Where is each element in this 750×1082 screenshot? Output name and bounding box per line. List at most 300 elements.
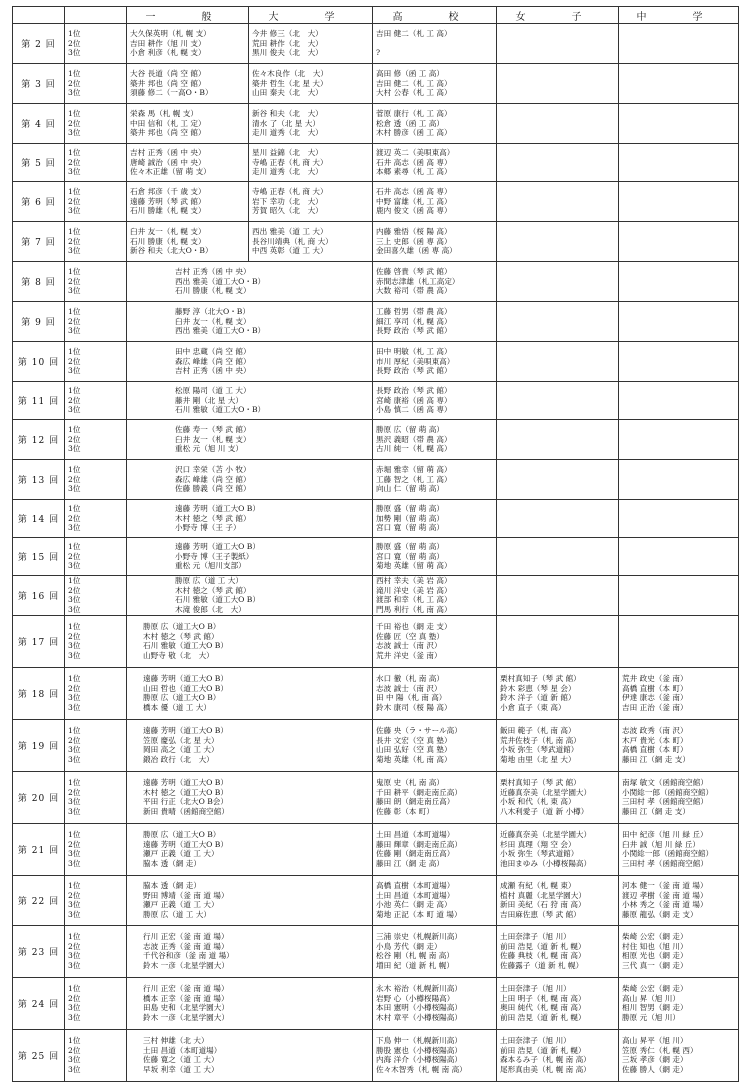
high-entry: 藤田 輝章（網走南丘高） [376, 839, 462, 849]
high-entry: 山田 弘好（空 真 塾） [376, 745, 452, 755]
high-school-cell [373, 460, 497, 500]
results-sheet [12, 6, 738, 1074]
round-label: 第 22 回 [13, 875, 65, 925]
women-cell [497, 24, 619, 64]
general-entry: 石川 雅敏（道工大O・B） [175, 405, 266, 415]
women-entry: 前田 浩見（道 新 札 幌） [500, 1012, 586, 1022]
high-entry: 志波 誠士（南 沢） [376, 683, 442, 693]
junior-entry: 相川 智男（網 走） [622, 1003, 688, 1013]
high-entry: 加勢 剛（留 萌 高） [376, 513, 444, 523]
university-entry: 走川 道秀（北 大） [252, 128, 323, 138]
table-row [13, 500, 739, 538]
rank-label: 1位 [68, 673, 81, 683]
rank-labels [65, 104, 127, 144]
round-label: 第 8 回 [13, 262, 65, 302]
high-entry: 古川 純一（札 幌 高） [376, 444, 452, 454]
junior-entry: 佐藤 勝人（網 走） [622, 1064, 688, 1074]
high-entry: 鈴木 康司（桜 陽 高） [376, 702, 452, 712]
high-entry: ? [376, 48, 381, 58]
rank-label: 1位 [68, 147, 81, 157]
round-label: 第 17 回 [13, 615, 65, 667]
high-school-cell [373, 538, 497, 576]
table-row [13, 823, 739, 875]
rank-label: 3位 [68, 326, 81, 336]
general-university-cell [127, 342, 373, 382]
high-entry: 佐々木智秀（札 幌 南 高） [376, 1064, 467, 1074]
rank-label: 2位 [68, 631, 81, 641]
general-entry: 臼井 友一（札 幌 支） [175, 434, 251, 444]
rank-label: 3位 [68, 754, 81, 764]
women-cell [497, 64, 619, 104]
high-entry: 大村 公春（札 工 高） [376, 88, 452, 98]
junior-high-cell [619, 925, 739, 977]
rank-label: 3位 [68, 366, 81, 376]
general-entry: 重松 元（旭川支部） [175, 561, 246, 571]
women-cell [497, 977, 619, 1029]
rank-label: 2位 [68, 395, 81, 405]
general-entry: 森広 峰雄（尚 空 館） [175, 474, 251, 484]
table-row [13, 538, 739, 576]
high-entry: 田中 明敏（札 工 高） [376, 346, 452, 356]
general-entry: 新田 貴晴（函館商空館） [143, 806, 229, 816]
high-school-cell [373, 576, 497, 616]
rank-label: 2位 [68, 551, 81, 561]
general-entry: 田島 史和（北星学園大） [143, 1003, 229, 1013]
rank-labels [65, 875, 127, 925]
general-cell [127, 64, 249, 104]
high-entry: 高田 修（函 工 高） [376, 68, 444, 78]
general-entry: 木村 徳之（琴 武 館） [143, 631, 219, 641]
university-cell [249, 64, 373, 104]
general-entry: 遠藤 芳明（道工大O B） [143, 725, 228, 735]
high-entry: 石井 高志（函 高 専） [376, 186, 452, 196]
rank-label: 1位 [68, 385, 81, 395]
general-entry: 臼井 友一（札 幌 支） [130, 226, 206, 236]
header-general: 一 般 [127, 7, 249, 24]
round-label: 第 16 回 [13, 576, 65, 616]
header-women: 女 子 [497, 7, 619, 24]
junior-high-cell [619, 420, 739, 460]
general-university-cell [127, 719, 373, 771]
university-entry: 新谷 和夫（北 大） [252, 108, 323, 118]
junior-high-cell [619, 64, 739, 104]
general-entry: 遠藤 芳明（道工大O B） [175, 541, 260, 551]
rank-labels [65, 1029, 127, 1081]
header-round [13, 7, 65, 24]
high-entry: 市川 厚紀（美唄東高） [376, 356, 455, 366]
rank-label: 2位 [68, 276, 81, 286]
high-school-cell [373, 420, 497, 460]
women-entry: 近藤真奈美（北星学園大） [500, 829, 592, 839]
high-entry: 勝股 憲也（小樽桜陽高） [376, 1045, 462, 1055]
rank-label: 3位 [68, 595, 81, 605]
women-cell [497, 538, 619, 576]
high-school-cell [373, 64, 497, 104]
general-entry: 石川 雅敏（道工大O B） [175, 595, 260, 605]
rank-label: 2位 [68, 993, 81, 1003]
high-entry: 赤間志津雄（札工高定） [376, 276, 460, 286]
junior-high-cell [619, 222, 739, 262]
rank-labels [65, 925, 127, 977]
general-university-cell [127, 576, 373, 616]
high-school-cell [373, 342, 497, 382]
women-entry: 新田 美紀（石 狩 南 高） [500, 900, 586, 910]
rank-label: 2位 [68, 316, 81, 326]
rank-label: 2位 [68, 513, 81, 523]
general-entry: 山野寺 敬（北 大） [143, 650, 214, 660]
general-entry: 西出 雅美（道工大O・B） [175, 326, 266, 336]
general-entry: 鈴木 一彦（北星学園大） [143, 1012, 229, 1022]
junior-entry: 渡辺 孝樹（釜 南 道 場） [622, 890, 708, 900]
general-entry: 吉村 正秀（函 中 央） [175, 366, 251, 376]
women-cell [497, 771, 619, 823]
junior-entry: 村住 知也（旭 川） [622, 941, 688, 951]
university-entry: 山田 秦夫（北 大） [252, 88, 323, 98]
rank-label: 3位 [68, 951, 81, 961]
women-cell [497, 925, 619, 977]
junior-entry: 荒井 政史（釜 南） [622, 673, 688, 683]
high-entry: 菊地 英雄（留 萌 高） [376, 561, 452, 571]
round-label: 第 5 回 [13, 144, 65, 182]
general-entry: 松原 陽司（道 工 大） [175, 385, 251, 395]
rank-label: 2位 [68, 236, 81, 246]
general-entry: 小倉 利彦（札 幌 支） [130, 48, 206, 58]
general-entry: 野田 博靖（釜 南 道 場） [143, 890, 229, 900]
general-entry: 築井 邦也（尚 空 館） [130, 78, 206, 88]
general-entry: 三村 伸雄（北 大） [143, 1035, 209, 1045]
rank-label: 1位 [68, 28, 81, 38]
round-label: 第 25 回 [13, 1029, 65, 1081]
junior-high-cell [619, 24, 739, 64]
rank-labels [65, 64, 127, 104]
high-entry: 三上 史郎（函 専 高） [376, 236, 452, 246]
round-label: 第 9 回 [13, 302, 65, 342]
rank-label: 3位 [68, 1064, 81, 1074]
junior-entry: 河本 健一（釜 南 道 場） [622, 880, 708, 890]
high-entry: 本郷 素尋（札 工 高） [376, 167, 452, 177]
general-entry: 鍛冶 政行（北 大） [143, 754, 214, 764]
rank-label: 3位 [68, 702, 81, 712]
women-cell [497, 576, 619, 616]
rank-label: 3位 [68, 405, 81, 415]
rank-label: 1位 [68, 266, 81, 276]
women-entry: 奥田 純代（札 幌 南 高） [500, 1003, 586, 1013]
high-entry: 勝原 盛（留 萌 高） [376, 503, 444, 513]
rank-label: 1位 [68, 424, 81, 434]
high-school-cell [373, 144, 497, 182]
high-entry: 宮崎 康裕（函 高 専） [376, 395, 452, 405]
general-cell [127, 144, 249, 182]
rank-labels [65, 771, 127, 823]
table-row [13, 925, 739, 977]
high-entry: 細江 享司（札 幌 高） [376, 316, 452, 326]
high-entry: 千田 耕平（網走南丘高） [376, 787, 462, 797]
rank-label: 2位 [68, 683, 81, 693]
round-label: 第 24 回 [13, 977, 65, 1029]
rank-label: 3位 [68, 246, 81, 256]
junior-entry: 藤田 江（網 走 支） [622, 806, 690, 816]
table-row [13, 576, 739, 616]
round-label: 第 3 回 [13, 64, 65, 104]
high-entry: 三浦 崇史（札幌新川高） [376, 931, 462, 941]
junior-high-cell [619, 667, 739, 719]
rank-label: 1位 [68, 621, 81, 631]
rank-label: 3位 [68, 1012, 81, 1022]
general-entry: 勝原 広（道工大O B） [143, 829, 221, 839]
general-university-cell [127, 382, 373, 420]
rank-label: 3位 [68, 1055, 81, 1065]
junior-high-cell [619, 538, 739, 576]
high-entry: 宮口 寛（留 萌 高） [376, 523, 444, 533]
junior-high-cell [619, 382, 739, 420]
general-entry: 臼井 友一（札 幌 支） [175, 316, 251, 326]
rank-label: 3位 [68, 88, 81, 98]
rank-labels [65, 302, 127, 342]
women-entry: 植村 真麗（北星学園大） [500, 890, 586, 900]
rank-label: 3位 [68, 206, 81, 216]
university-entry: 築井 哲生（北 星 大） [252, 78, 328, 88]
header-row [13, 7, 739, 24]
junior-high-cell [619, 500, 739, 538]
high-entry: 中野 富雄（札 工 高） [376, 196, 452, 206]
rank-label: 2位 [68, 474, 81, 484]
rank-label: 2位 [68, 890, 81, 900]
rank-label: 2位 [68, 38, 81, 48]
round-label: 第 15 回 [13, 538, 65, 576]
women-entry: 栗村真知子（琴 武 館） [500, 777, 581, 787]
round-label: 第 2 回 [13, 24, 65, 64]
high-entry: 吉田 健二（札 工 高） [376, 78, 452, 88]
round-label: 第 4 回 [13, 104, 65, 144]
women-cell [497, 302, 619, 342]
junior-high-cell [619, 576, 739, 616]
junior-high-cell [619, 104, 739, 144]
general-university-cell [127, 262, 373, 302]
general-university-cell [127, 302, 373, 342]
junior-high-cell [619, 302, 739, 342]
women-cell [497, 262, 619, 302]
university-entry: 芳賀 昭久（北 大） [252, 206, 323, 216]
junior-high-cell [619, 771, 739, 823]
table-row [13, 302, 739, 342]
junior-entry: 藤原 龍弘（網 走 支） [622, 909, 698, 919]
high-school-cell [373, 302, 497, 342]
rank-labels [65, 500, 127, 538]
high-entry: 小島 慎二（函 高 専） [376, 405, 452, 415]
general-entry: 吉村 正秀（函 中 央） [130, 147, 206, 157]
high-entry: 千田 裕也（網 走 支） [376, 621, 452, 631]
junior-entry: 高橋 直樹（本 町） [622, 683, 688, 693]
women-cell [497, 342, 619, 382]
general-entry: 笠原 慶弘（北 星 大） [143, 735, 219, 745]
junior-entry: 藤田 江（網 走 支） [622, 754, 690, 764]
high-school-cell [373, 262, 497, 302]
university-entry: 星川 益錦（北 大） [252, 147, 323, 157]
rank-label: 1位 [68, 829, 81, 839]
rank-label: 3位 [68, 960, 81, 970]
general-entry: 築井 邦也（尚 空 館） [130, 128, 206, 138]
junior-entry: 勝原 元（旭 川） [622, 1012, 680, 1022]
women-entry: 土田奈津子（旭 川） [500, 1035, 571, 1045]
rank-label: 3位 [68, 909, 81, 919]
junior-entry: 小関総一郎（函館商空館） [622, 787, 714, 797]
general-entry: 木村 徳之（琴 武 館） [175, 513, 251, 523]
rank-labels [65, 144, 127, 182]
rank-labels [65, 262, 127, 302]
table-row [13, 24, 739, 64]
high-entry: 工藤 哲男（帯 農 高） [376, 306, 452, 316]
junior-entry: 笠原 秀仁（札 幌 西） [622, 1045, 698, 1055]
general-entry: 遠藤 芳明（琴 武 館） [130, 196, 206, 206]
university-entry: 岩下 幸功（北 大） [252, 196, 323, 206]
women-cell [497, 460, 619, 500]
general-entry: 土田 昌道（本町道場） [143, 1045, 222, 1055]
rank-label: 2位 [68, 78, 81, 88]
general-entry: 西出 雅美（道工大O・B） [175, 276, 266, 286]
results-table [12, 6, 739, 1082]
high-school-cell [373, 823, 497, 875]
women-entry: 近藤真奈美（北星学園大） [500, 787, 592, 797]
high-entry: 門馬 利行（札 南 高） [376, 605, 452, 615]
junior-entry: 吉田 正治（釜 南） [622, 702, 688, 712]
rank-label: 3位 [68, 48, 81, 58]
general-entry: 木滝 俊郎（北 大） [175, 605, 246, 615]
general-entry: 田中 忠蔵（尚 空 館） [175, 346, 251, 356]
rank-label: 2位 [68, 585, 81, 595]
junior-entry: 伊達 康志（釜 南） [622, 693, 688, 703]
general-entry: 木村 徳之（琴 武 館） [175, 585, 251, 595]
rank-label: 3位 [68, 858, 81, 868]
junior-high-cell [619, 182, 739, 222]
rank-label: 3位 [68, 1003, 81, 1013]
junior-entry: 高山 昇平（旭 川） [622, 1035, 688, 1045]
general-university-cell [127, 925, 373, 977]
high-entry: 滝川 洋史（美 岩 高） [376, 585, 452, 595]
table-row [13, 262, 739, 302]
general-university-cell [127, 1029, 373, 1081]
women-cell [497, 182, 619, 222]
general-entry: 脇本 透（網 走） [143, 858, 201, 868]
general-entry: 藤井 剛（北 星 大） [175, 395, 243, 405]
general-cell [127, 104, 249, 144]
rank-label: 1位 [68, 306, 81, 316]
rank-label: 2位 [68, 941, 81, 951]
table-row [13, 342, 739, 382]
high-entry: 増田 紀（道 新 札 幌） [376, 960, 454, 970]
high-school-cell [373, 615, 497, 667]
women-entry: 成瀬 有紀（札 幌 東） [500, 880, 576, 890]
high-entry: 小池 英仁（網 走 高） [376, 900, 452, 910]
general-entry: 須藤 修二（一高O・B） [130, 88, 213, 98]
high-entry: 石井 高志（函 高 専） [376, 157, 452, 167]
table-row [13, 382, 739, 420]
table-row [13, 875, 739, 925]
university-entry: 清水 了（北 星 大） [252, 118, 320, 128]
general-entry: 中田 信和（札 工 定） [130, 118, 206, 128]
junior-entry: 柴崎 公宏（網 走） [622, 983, 688, 993]
university-entry: 寺嶋 正春（札 商 大） [252, 186, 328, 196]
header-rank [65, 7, 127, 24]
high-entry: 渡部 和幸（札 工 高） [376, 595, 452, 605]
rank-label: 1位 [68, 1035, 81, 1045]
high-entry: 渡辺 英二（美唄東高） [376, 147, 455, 157]
table-row [13, 460, 739, 500]
general-entry: 栄森 馬（札 幌 支） [130, 108, 198, 118]
women-cell [497, 104, 619, 144]
high-entry: 田 中 陽（札 南 高） [376, 693, 447, 703]
high-school-cell [373, 667, 497, 719]
junior-entry: 三田村 孝（函館商空館） [622, 858, 708, 868]
high-entry: 鹿内 俊文（函 高 専） [376, 206, 452, 216]
women-entry: 荒井佐枝子（札 南 高） [500, 735, 581, 745]
general-entry: 沢口 幸栄（苫 小 牧） [175, 464, 251, 474]
women-cell [497, 615, 619, 667]
rank-label: 1位 [68, 880, 81, 890]
round-label: 第 18 回 [13, 667, 65, 719]
table-row [13, 144, 739, 182]
women-cell [497, 823, 619, 875]
rank-label: 1位 [68, 503, 81, 513]
table-row [13, 420, 739, 460]
women-cell [497, 144, 619, 182]
high-entry: 長野 政治（琴 武 館） [376, 366, 452, 376]
high-entry: 志波 誠士（南 沢） [376, 641, 442, 651]
high-entry: 長井 文宏（空 真 塾） [376, 735, 452, 745]
high-school-cell [373, 500, 497, 538]
rank-labels [65, 420, 127, 460]
high-entry: 水口 徹（札 南 高） [376, 673, 444, 683]
rank-label: 3位 [68, 605, 81, 615]
rank-label: 2位 [68, 196, 81, 206]
round-label: 第 12 回 [13, 420, 65, 460]
women-entry: 小坂 弥生（琴武道館） [500, 745, 579, 755]
high-entry: 佐藤 央（ラ・サール高） [376, 725, 462, 735]
women-entry: 土田奈津子（旭 川） [500, 931, 571, 941]
rank-label: 1位 [68, 226, 81, 236]
junior-entry: 小関総一郎（函館商空館） [622, 849, 714, 859]
junior-entry: 志波 政秀（南 沢） [622, 725, 688, 735]
general-entry: 瀬戸 正義（道 工 大） [143, 849, 219, 859]
women-entry: 池田まゆみ（小樽桜陽高） [500, 858, 592, 868]
high-entry: 菅原 康行（札 工 高） [376, 108, 452, 118]
rank-label: 3位 [68, 745, 81, 755]
junior-high-cell [619, 875, 739, 925]
general-university-cell [127, 667, 373, 719]
general-entry: 脇本 透（網 走） [143, 880, 201, 890]
women-entry: 佐藤露子（道 新 札 幌） [500, 960, 584, 970]
women-entry: 八木利愛子（道 新 小樽） [500, 806, 589, 816]
high-entry: 木村 勝彦（函 工 高） [376, 128, 452, 138]
general-entry: 遠藤 芳明（道工大O B） [143, 673, 228, 683]
rank-labels [65, 342, 127, 382]
rank-label: 3位 [68, 641, 81, 651]
general-entry: 勝原 広（道工大O B） [143, 621, 221, 631]
junior-entry: 高橋 直樹（本 町） [622, 745, 688, 755]
rank-labels [65, 719, 127, 771]
rank-labels [65, 615, 127, 667]
junior-entry: 三代 真一（網 走） [622, 960, 688, 970]
high-entry: 佐藤 匠（空 真 塾） [376, 631, 444, 641]
high-entry: 金田喜久雄（函 専 高） [376, 246, 457, 256]
high-entry: 高橋 直樹（本町道場） [376, 880, 455, 890]
high-entry: 岩野 心（小樽桜陽高） [376, 993, 455, 1003]
rank-label: 3位 [68, 167, 81, 177]
high-entry: 工藤 智之（札 工 高） [376, 474, 452, 484]
rank-labels [65, 460, 127, 500]
high-school-cell [373, 104, 497, 144]
junior-high-cell [619, 615, 739, 667]
women-entry: 飯田 範子（札 南 高） [500, 725, 576, 735]
